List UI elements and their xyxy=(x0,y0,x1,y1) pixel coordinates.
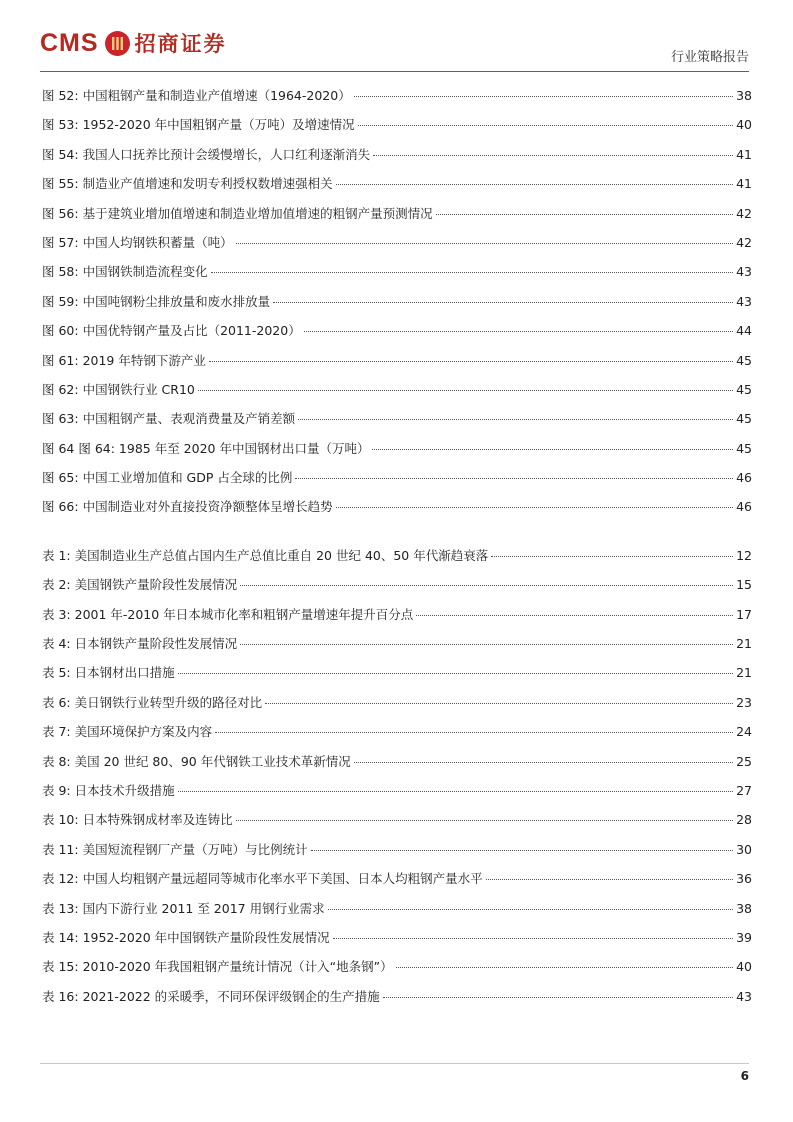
toc-entry-page: 23 xyxy=(736,694,752,710)
logo-chinese-name: 招商证券 xyxy=(134,32,227,56)
section-gap xyxy=(42,526,752,545)
toc-entry-page: 21 xyxy=(736,665,752,681)
toc-entry-label: 图 54: 我国人口抚养比预计会缓慢增长，人口红利逐渐消失 xyxy=(42,146,371,162)
dot-leader xyxy=(178,791,733,792)
dot-leader xyxy=(311,850,733,851)
toc-entry-label: 图 57: 中国人均钢铁积蓄量（吨） xyxy=(42,234,233,250)
toc-entry[interactable] xyxy=(42,261,752,290)
toc-entry-page: 46 xyxy=(736,470,752,486)
toc-entry[interactable] xyxy=(42,144,752,173)
toc-entry-page: 38 xyxy=(736,88,752,103)
toc-entry[interactable] xyxy=(42,232,752,261)
toc-entry[interactable] xyxy=(42,203,752,232)
toc-entry-page: 45 xyxy=(736,381,752,397)
dot-leader xyxy=(209,361,733,362)
toc-entry-label: 图 61: 2019 年特钢下游产业 xyxy=(42,352,206,368)
toc-entry-page: 40 xyxy=(736,959,752,975)
toc-entry-page: 45 xyxy=(736,411,752,427)
toc-entry[interactable] xyxy=(42,604,752,633)
toc-entry[interactable] xyxy=(42,379,752,408)
toc-entry-page: 46 xyxy=(736,499,752,515)
toc-entry[interactable] xyxy=(42,839,752,868)
header-divider xyxy=(40,71,749,72)
toc-entry-label: 表 9: 日本技术升级措施 xyxy=(42,782,175,798)
toc-entry-label: 表 1: 美国制造业生产总值占国内生产总值比重自 20 世纪 40、50 年代渐趋衰落 xyxy=(42,547,489,563)
toc-entry-label: 表 8: 美国 20 世纪 80、90 年代钢铁工业技术革新情况 xyxy=(42,753,351,769)
dot-leader xyxy=(215,732,733,733)
dot-leader xyxy=(373,155,733,156)
toc-entry-label: 图 55: 制造业产值增速和发明专利授权数增速强相关 xyxy=(42,176,333,192)
toc-entry-page: 15 xyxy=(736,577,752,593)
toc-entry-label: 图 66: 中国制造业对外直接投资净额整体呈增长趋势 xyxy=(42,499,333,515)
toc-entry-label: 图 59: 中国吨钢粉尘排放量和废水排放量 xyxy=(42,293,271,309)
dot-leader xyxy=(328,909,733,910)
toc-entry-page: 27 xyxy=(736,782,752,798)
toc-entry-label: 表 14: 1952-2020 年中国钢铁产量阶段性发展情况 xyxy=(42,929,330,945)
toc-entry-label: 图 64 图 64: 1985 年至 2020 年中国钢材出口量（万吨） xyxy=(42,440,370,456)
toc-entry-label: 表 11: 美国短流程钢厂产量（万吨）与比例统计 xyxy=(42,841,308,857)
toc-entry-page: 41 xyxy=(736,146,752,162)
toc-entry[interactable] xyxy=(42,408,752,437)
toc-entry-page: 24 xyxy=(736,724,752,740)
toc-entry-page: 42 xyxy=(736,205,752,221)
toc-entry-page: 12 xyxy=(736,547,752,563)
dot-leader xyxy=(396,967,733,968)
toc-entry[interactable] xyxy=(42,868,752,897)
toc-entry-label: 图 52: 中国粗钢产量和制造业产值增速（1964-2020） xyxy=(42,88,351,103)
toc-entry-label: 图 63: 中国粗钢产量、表观消费量及产销差额 xyxy=(42,411,296,427)
dot-leader xyxy=(236,243,733,244)
dot-leader xyxy=(486,879,733,880)
toc-entry-label: 图 65: 中国工业增加值和 GDP 占全球的比例 xyxy=(42,470,293,486)
toc-entry-label: 表 13: 国内下游行业 2011 至 2017 用钢行业需求 xyxy=(42,900,325,916)
toc-entry[interactable] xyxy=(42,898,752,927)
toc-entry[interactable] xyxy=(42,751,752,780)
dot-leader xyxy=(240,585,733,586)
toc-entry-label: 表 3: 2001 年-2010 年日本城市化率和粗钢产量增速年提升百分点 xyxy=(42,606,414,622)
toc-entry[interactable] xyxy=(42,721,752,750)
toc-entry[interactable] xyxy=(42,633,752,662)
page-number: 6 xyxy=(740,1069,749,1083)
dot-leader xyxy=(178,673,733,674)
toc-entry[interactable] xyxy=(42,809,752,838)
toc-entry[interactable] xyxy=(42,956,752,985)
toc-entry[interactable] xyxy=(42,85,752,114)
toc-entry-label: 表 2: 美国钢铁产量阶段性发展情况 xyxy=(42,577,238,593)
toc-entry[interactable] xyxy=(42,986,752,1015)
toc-entry-page: 43 xyxy=(736,264,752,280)
toc-entry[interactable] xyxy=(42,545,752,574)
dot-leader xyxy=(298,419,733,420)
toc-entry-page: 17 xyxy=(736,606,752,622)
toc-entry-page: 43 xyxy=(736,293,752,309)
toc-entry-page: 38 xyxy=(736,900,752,916)
toc-entry-page: 21 xyxy=(736,636,752,652)
toc-entry[interactable] xyxy=(42,350,752,379)
dot-leader xyxy=(358,125,733,126)
toc-entry-page: 30 xyxy=(736,841,752,857)
toc-entry[interactable] xyxy=(42,438,752,467)
toc-entry-page: 45 xyxy=(736,440,752,456)
toc-entry[interactable] xyxy=(42,320,752,349)
table-list xyxy=(42,545,752,1015)
dot-leader xyxy=(198,390,733,391)
report-type-label: 行业策略报告 xyxy=(670,50,749,65)
toc-entry[interactable] xyxy=(42,496,752,525)
toc-entry-page: 45 xyxy=(736,352,752,368)
cms-logo xyxy=(40,28,227,58)
dot-leader xyxy=(273,302,733,303)
toc-entry[interactable] xyxy=(42,467,752,496)
page-header xyxy=(0,0,793,72)
toc-entry-label: 表 6: 美日钢铁行业转型升级的路径对比 xyxy=(42,694,263,710)
toc-entry-page: 43 xyxy=(736,988,752,1004)
dot-leader xyxy=(265,703,733,704)
toc-entry-label: 表 4: 日本钢铁产量阶段性发展情况 xyxy=(42,636,238,652)
dot-leader xyxy=(383,997,733,998)
toc-entry-page: 40 xyxy=(736,117,752,133)
dot-leader xyxy=(436,214,733,215)
toc-entry-page: 36 xyxy=(736,871,752,887)
dot-leader xyxy=(354,96,733,97)
figure-list xyxy=(42,85,752,526)
toc-entry[interactable] xyxy=(42,780,752,809)
toc-entry[interactable] xyxy=(42,927,752,956)
dot-leader xyxy=(236,820,733,821)
toc-entry[interactable] xyxy=(42,662,752,691)
toc-entry-label: 表 16: 2021-2022 的采暖季，不同环保评级钢企的生产措施 xyxy=(42,988,380,1004)
toc-entry-page: 28 xyxy=(736,812,752,828)
toc-entry-label: 表 5: 日本钢材出口措施 xyxy=(42,665,175,681)
dot-leader xyxy=(416,615,733,616)
toc-entry-page: 25 xyxy=(736,753,752,769)
toc-entry-label: 图 56: 基于建筑业增加值增速和制造业增加值增速的粗钢产量预测情况 xyxy=(42,205,433,221)
toc-entry[interactable] xyxy=(42,574,752,603)
footer-divider xyxy=(40,1063,749,1064)
dot-leader xyxy=(211,272,733,273)
dot-leader xyxy=(295,478,733,479)
toc-entry[interactable] xyxy=(42,692,752,721)
dot-leader xyxy=(333,938,733,939)
dot-leader xyxy=(304,331,733,332)
logo-cms-text: CMS xyxy=(40,28,99,57)
toc-entry-page: 39 xyxy=(736,929,752,945)
table-of-contents xyxy=(42,85,752,1015)
toc-entry-label: 表 12: 中国人均粗钢产量远超同等城市化率水平下美国、日本人均粗钢产量水平 xyxy=(42,871,483,887)
dot-leader xyxy=(336,507,733,508)
toc-entry-label: 图 60: 中国优特钢产量及占比（2011-2020） xyxy=(42,323,301,339)
toc-entry[interactable] xyxy=(42,173,752,202)
toc-entry-label: 表 15: 2010-2020 年我国粗钢产量统计情况（计入“地条钢”） xyxy=(42,959,393,975)
logo-emblem-icon xyxy=(105,31,130,56)
toc-entry-label: 表 10: 日本特殊钢成材率及连铸比 xyxy=(42,812,233,828)
toc-entry-label: 图 62: 中国钢铁行业 CR10 xyxy=(42,381,195,397)
toc-entry-label: 图 58: 中国钢铁制造流程变化 xyxy=(42,264,208,280)
dot-leader xyxy=(491,556,733,557)
dot-leader xyxy=(336,184,733,185)
toc-entry-page: 41 xyxy=(736,176,752,192)
toc-entry-page: 44 xyxy=(736,323,752,339)
toc-entry-label: 表 7: 美国环境保护方案及内容 xyxy=(42,724,213,740)
toc-entry[interactable] xyxy=(42,291,752,320)
dot-leader xyxy=(372,449,733,450)
dot-leader xyxy=(240,644,733,645)
toc-entry-label: 图 53: 1952-2020 年中国粗钢产量（万吨）及增速情况 xyxy=(42,117,355,133)
toc-entry[interactable] xyxy=(42,114,752,143)
toc-entry-page: 42 xyxy=(736,234,752,250)
dot-leader xyxy=(354,762,733,763)
